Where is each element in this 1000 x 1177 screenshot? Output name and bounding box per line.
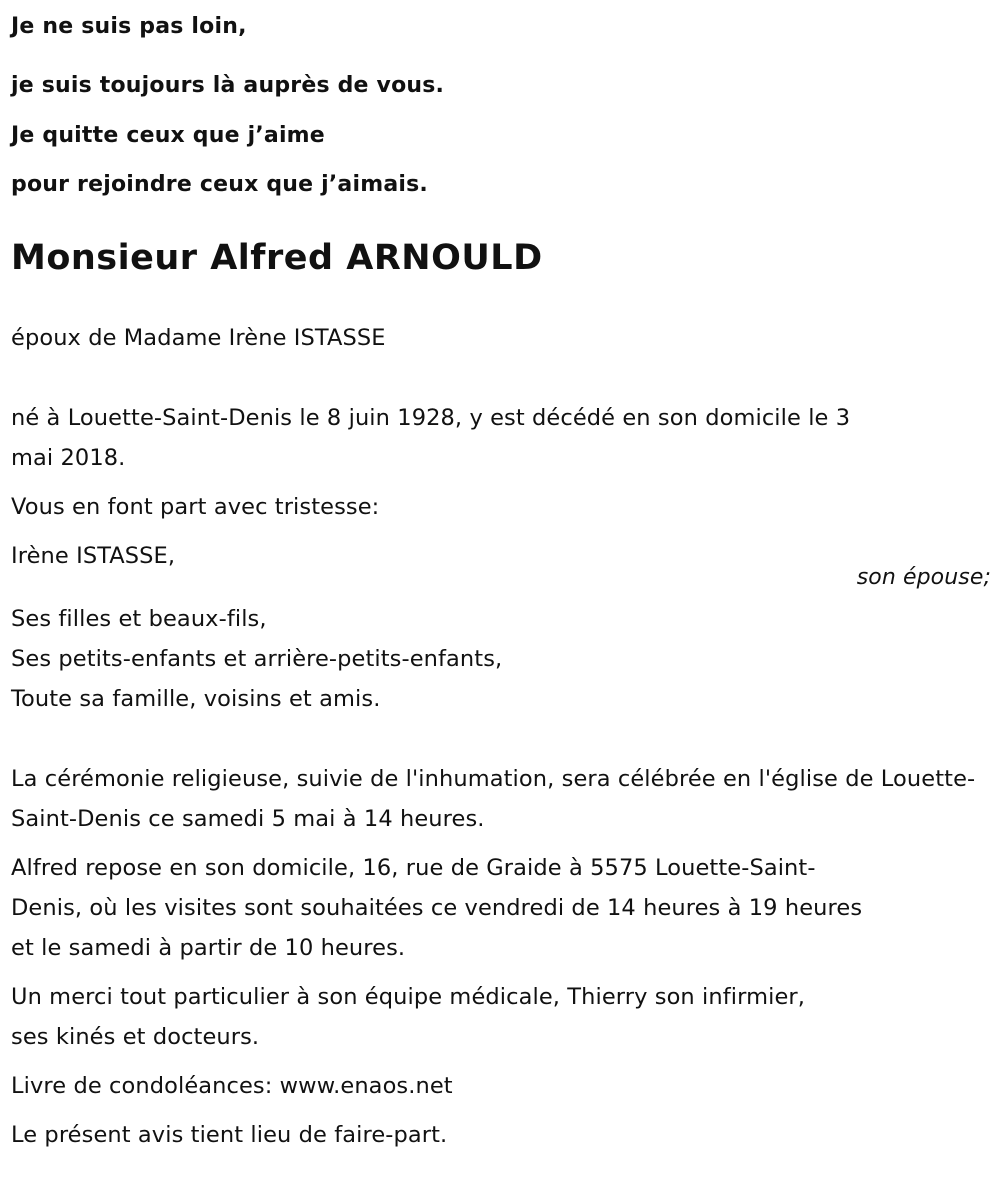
wife-name: Irène ISTASSE,	[11, 542, 176, 569]
poem-line: Je quitte ceux que j’aime	[11, 122, 325, 148]
family-line: Toute sa famille, voisins et amis.	[11, 685, 381, 712]
birth-line-1: né à Louette-Saint-Denis le 8 juin 1928, y est décédé en son domicile le 3	[11, 404, 851, 431]
birth-line-2: mai 2018.	[11, 444, 126, 471]
repose-line: et le samedi à partir de 10 heures.	[11, 934, 406, 961]
poem-line: Je ne suis pas loin,	[11, 14, 247, 39]
thanks-text	[11, 977, 991, 1057]
repose-info	[11, 848, 991, 968]
thanks-line: Un merci tout particulier à son équipe médicale, Thierry son infirmier,	[11, 983, 805, 1010]
birth-death-info	[11, 398, 991, 478]
ceremony-info	[11, 759, 991, 839]
ceremony-line: de Louette-Saint-Denis ce samedi 5 mai à 14 heures.	[11, 765, 976, 832]
notice-text: Le présent avis tient lieu de faire-part.	[11, 1121, 448, 1148]
deceased-name: Monsieur Alfred ARNOULD	[11, 237, 543, 278]
repose-line: Alfred repose en son domicile, 16, rue de Graide à 5575 Louette-Saint-	[11, 854, 816, 881]
spouse-line: époux de Madame Irène ISTASSE	[11, 324, 386, 351]
poem-line: je suis toujours là auprès de vous.	[11, 73, 445, 98]
poem	[11, 0, 991, 210]
family-list	[11, 599, 991, 719]
repose-line: Denis, où les visites sont souhaitées ce vendredi de 14 heures à 19 heures	[11, 894, 863, 921]
obituary-notice	[11, 0, 991, 1155]
condolences-text: Livre de condoléances: www.enaos.net	[11, 1072, 453, 1099]
thanks-line: ses kinés et docteurs.	[11, 1023, 260, 1050]
announce-text: Vous en font part avec tristesse:	[11, 493, 380, 520]
family-line: Ses filles et beaux-fils,	[11, 605, 267, 632]
wife-relation: son épouse;	[856, 564, 991, 590]
ceremony-line: La cérémonie religieuse, suivie de l'inhumation, sera célébrée en l'église	[11, 765, 838, 792]
poem-line: pour rejoindre ceux que j’aimais.	[11, 172, 428, 197]
family-line: Ses petits-enfants et arrière-petits-enfants,	[11, 645, 503, 672]
wife-row	[11, 536, 991, 590]
